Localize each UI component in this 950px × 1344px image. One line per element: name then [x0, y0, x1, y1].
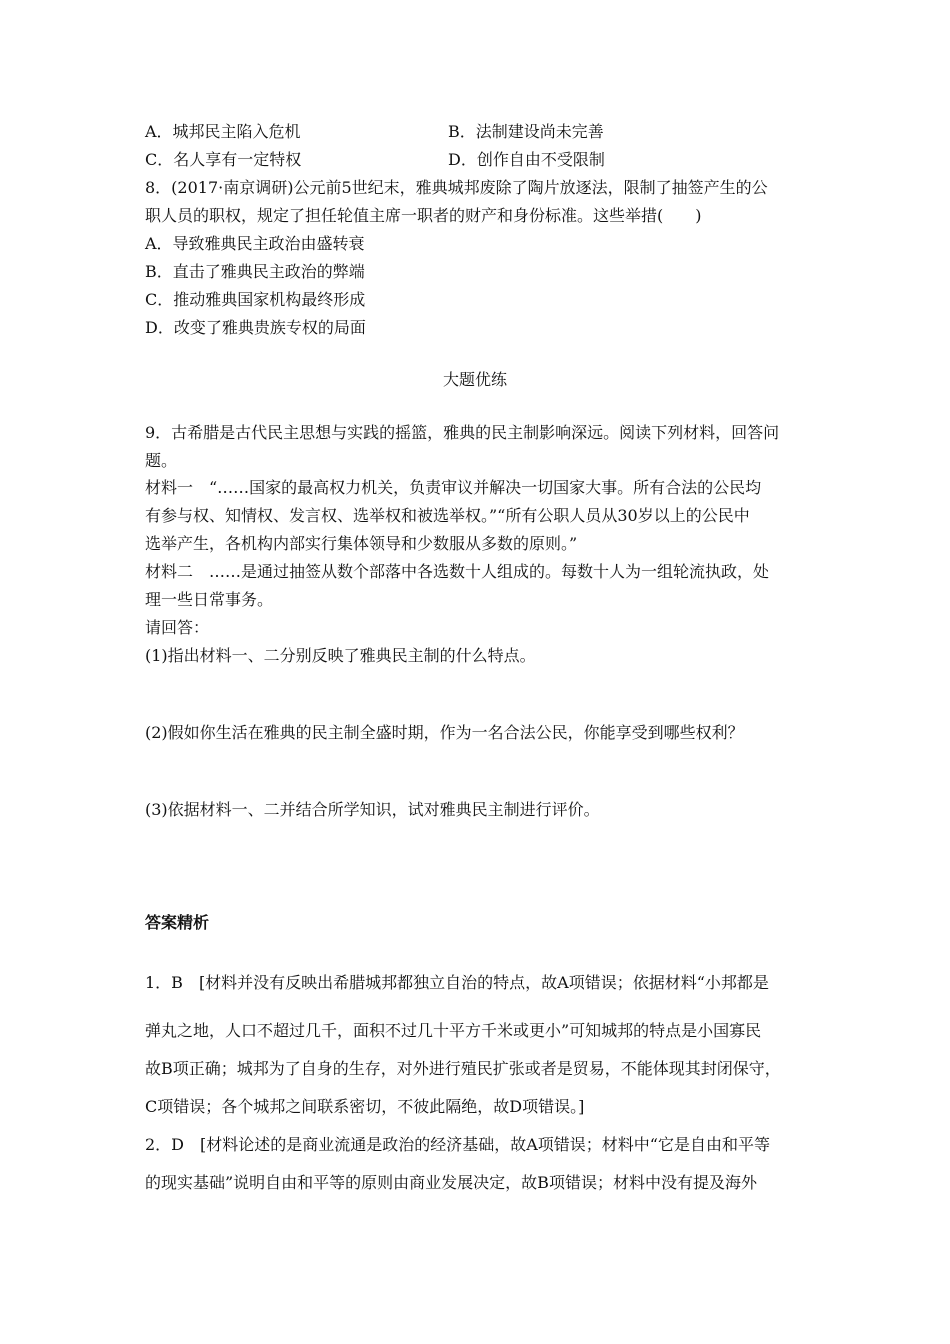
q8-stem-line-2: 职人员的职权，规定了担任轮值主席一职者的财产和身份标准。这些举措( ) [145, 206, 702, 225]
q7-option-a: A．城邦民主陷入危机 [145, 122, 301, 141]
q8-option-b: B．直击了雅典民主政治的弊端 [145, 262, 365, 281]
sub-question-3: (3)依据材料一、二并结合所学知识，试对雅典民主制进行评价。 [145, 800, 600, 819]
answers-title: 答案精析 [145, 913, 210, 932]
q8-option-d: D．改变了雅典贵族专权的局面 [145, 318, 366, 337]
q7-option-b: B．法制建设尚未完善 [448, 122, 604, 141]
material-1-line-1: 材料一 “……国家的最高权力机关，负责审议并解决一切国家大事。所有合法的公民均 [145, 478, 762, 497]
q8-option-c: C．推动雅典国家机构最终形成 [145, 290, 366, 309]
answer-2-line-1: 2．D [材料论述的是商业流通是政治的经济基础，故A项错误；材料中“它是自由和平等 [145, 1135, 770, 1154]
answer-1-line-4: C项错误；各个城邦之间联系密切，不彼此隔绝，故D项错误。] [145, 1097, 585, 1116]
material-2-line-2: 理一些日常事务。 [145, 590, 274, 609]
answer-1-line-3: 故B项正确；城邦为了自身的生存，对外进行殖民扩张或者是贸易，不能体现其封闭保守， [145, 1059, 781, 1078]
material-1-line-3: 选举产生，各机构内部实行集体领导和少数服从多数的原则。” [145, 534, 578, 553]
answer-1-line-1: 1．B [材料并没有反映出希腊城邦都独立自治的特点，故A项错误；依据材料“小邦都是 [145, 973, 769, 992]
q9-stem-line-2: 题。 [145, 451, 178, 470]
answer-2-line-2: 的现实基础”说明自由和平等的原则由商业发展决定，故B项错误；材料中没有提及海外 [145, 1173, 757, 1192]
sub-question-2: (2)假如你生活在雅典的民主制全盛时期，作为一名合法公民，你能享受到哪些权利？ [145, 723, 744, 742]
material-2-line-1: 材料二 ……是通过抽签从数个部落中各选数十人组成的。每数十人为一组轮流执政，处 [145, 562, 770, 581]
q8-option-a: A．导致雅典民主政治由盛转衰 [145, 234, 365, 253]
answer-prompt: 请回答： [145, 618, 210, 637]
answer-1-line-2: 弹丸之地，人口不超过几千，面积不过几十平方千米或更小”可知城邦的特点是小国寡民 [145, 1021, 762, 1040]
q9-stem-line-1: 9．古希腊是古代民主思想与实践的摇篮，雅典的民主制影响深远。阅读下列材料，回答问 [145, 423, 780, 442]
q7-option-d: D．创作自由不受限制 [448, 150, 605, 169]
q8-stem-line-1: 8．(2017·南京调研)公元前5世纪末，雅典城邦废除了陶片放逐法，限制了抽签产生的公 [145, 178, 768, 197]
q7-option-c: C．名人享有一定特权 [145, 150, 302, 169]
material-1-line-2: 有参与权、知情权、发言权、选举权和被选举权。”“所有公职人员从30岁以上的公民中 [145, 506, 750, 525]
section-title: 大题优练 [442, 370, 507, 389]
sub-question-1: (1)指出材料一、二分别反映了雅典民主制的什么特点。 [145, 646, 536, 665]
